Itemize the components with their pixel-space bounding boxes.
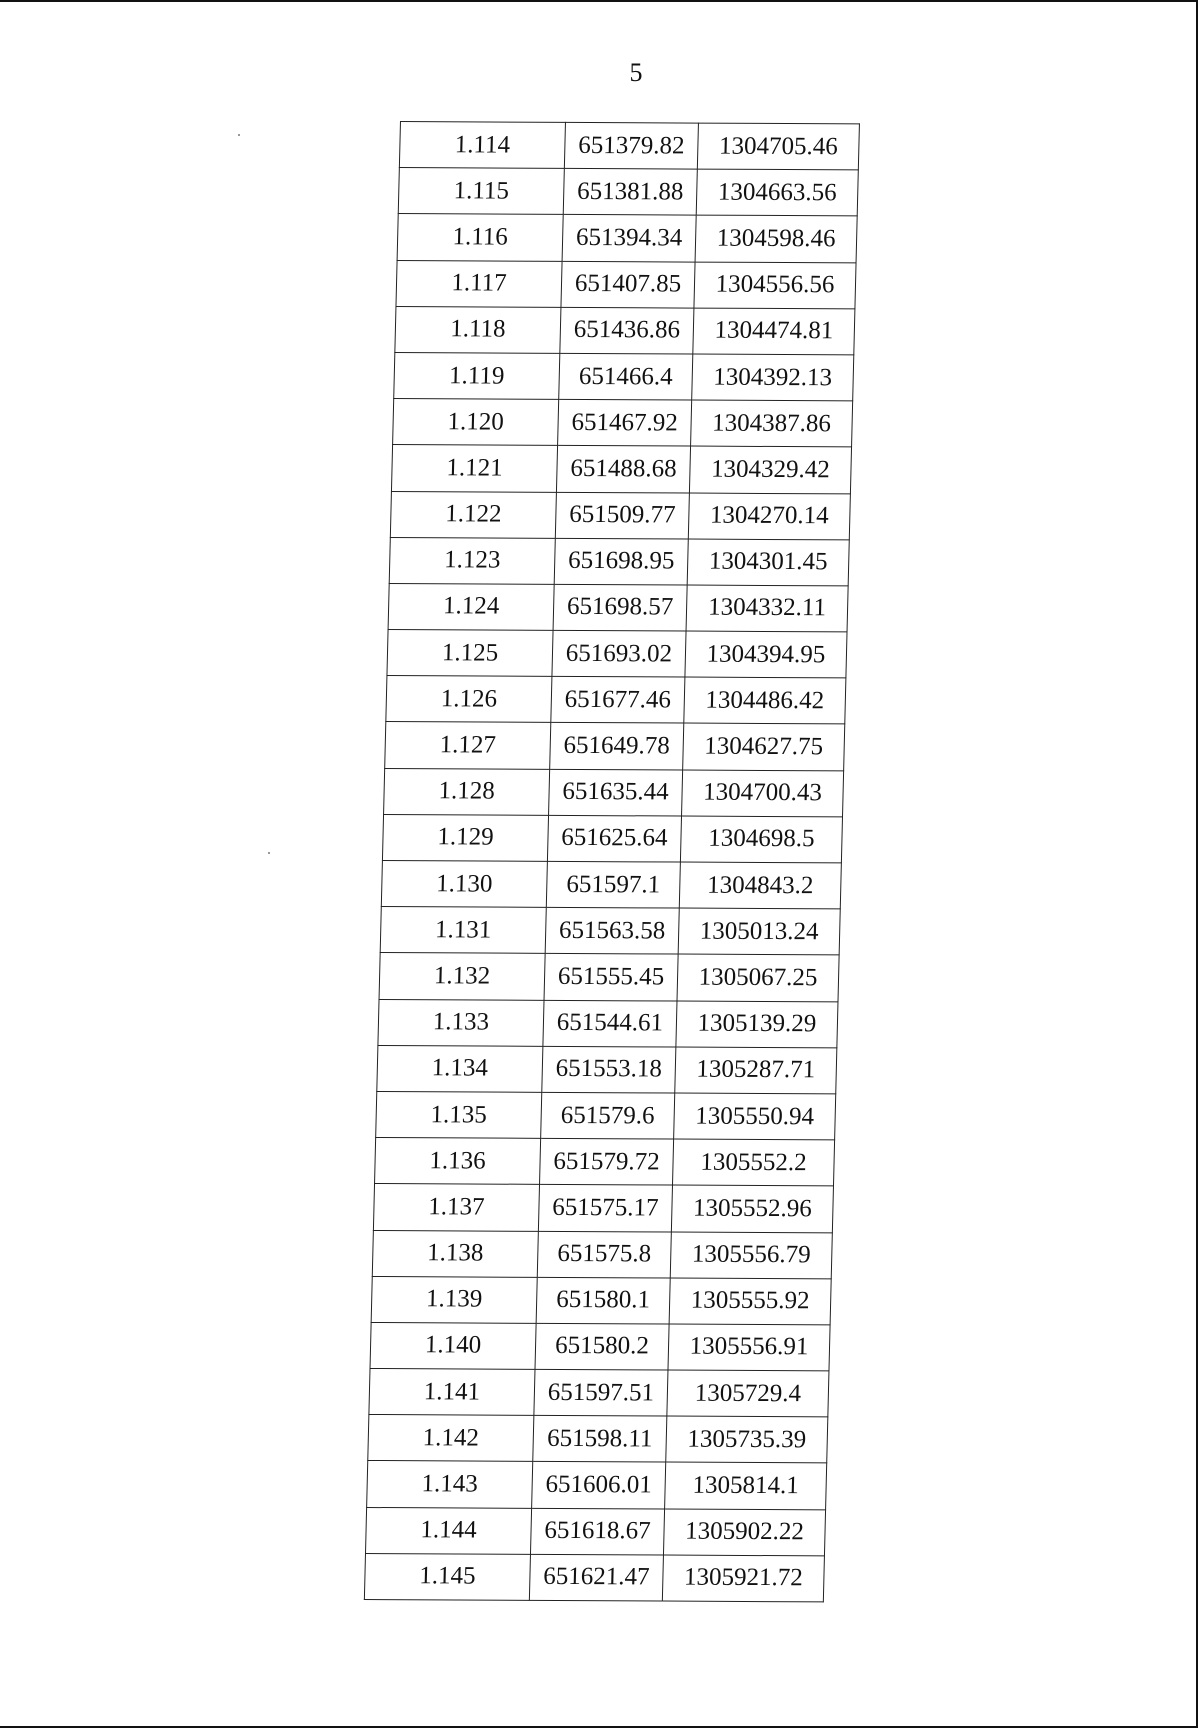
table-row [365,1507,825,1556]
coordinates-table [364,121,860,1602]
point-id-cell: 1.134 [377,1045,543,1092]
point-id-cell: 1.139 [371,1276,537,1323]
point-id-cell: 1.129 [382,814,548,861]
x-coordinate-cell: 651649.78 [550,723,684,770]
x-coordinate-cell: 651466.4 [559,353,693,400]
table-row [377,1045,837,1094]
point-id-cell: 1.144 [365,1507,531,1554]
table-row [370,1322,830,1371]
x-coordinate-cell: 651597.1 [546,861,680,908]
table-row [373,1184,833,1233]
y-coordinate-cell: 1304329.42 [689,446,851,493]
point-id-cell: 1.117 [396,260,562,307]
y-coordinate-cell: 1305552.2 [672,1139,834,1186]
table-row [381,860,841,909]
x-coordinate-cell: 651579.6 [541,1092,675,1139]
table-row [375,1138,835,1187]
point-id-cell: 1.120 [393,399,559,446]
x-coordinate-cell: 651544.61 [543,1000,677,1047]
y-coordinate-cell: 1305555.92 [669,1278,831,1325]
table-row [384,768,844,817]
y-coordinate-cell: 1305556.91 [668,1324,830,1371]
table-row [398,168,858,217]
point-id-cell: 1.143 [367,1461,533,1508]
x-coordinate-cell: 651698.95 [554,538,688,585]
y-coordinate-cell: 1304698.5 [680,816,842,863]
table-row [372,1230,832,1279]
x-coordinate-cell: 651579.72 [540,1138,674,1185]
x-coordinate-cell: 651436.86 [560,307,694,354]
table-row [388,583,848,632]
y-coordinate-cell: 1305550.94 [674,1093,836,1140]
point-id-cell: 1.119 [394,352,560,399]
y-coordinate-cell: 1304843.2 [679,862,841,909]
point-id-cell: 1.124 [388,583,554,630]
scan-speck [238,134,240,136]
page-number: 5 [629,58,643,87]
y-coordinate-cell: 1305287.71 [675,1047,837,1094]
table-row [397,214,857,263]
y-coordinate-cell: 1304700.43 [682,770,844,817]
x-coordinate-cell: 651379.82 [564,122,698,169]
table-row [387,630,847,679]
x-coordinate-cell: 651597.51 [534,1369,668,1416]
x-coordinate-cell: 651580.2 [535,1323,669,1370]
x-coordinate-cell: 651618.67 [530,1508,664,1555]
x-coordinate-cell: 651575.8 [537,1231,671,1278]
point-id-cell: 1.121 [391,445,557,492]
y-coordinate-cell: 1304332.11 [686,585,848,632]
scan-speck [268,852,270,854]
x-coordinate-cell: 651635.44 [549,769,683,816]
coordinates-table-body [364,122,859,1602]
point-id-cell: 1.132 [379,953,545,1000]
table-row [390,491,850,540]
point-id-cell: 1.141 [369,1369,535,1416]
point-id-cell: 1.115 [398,168,564,215]
y-coordinate-cell: 1305067.25 [677,954,839,1001]
y-coordinate-cell: 1304387.86 [691,400,853,447]
y-coordinate-cell: 1305139.29 [676,1001,838,1048]
x-coordinate-cell: 651555.45 [544,954,678,1001]
y-coordinate-cell: 1305729.4 [667,1370,829,1417]
point-id-cell: 1.136 [375,1138,541,1185]
point-id-cell: 1.137 [373,1184,539,1231]
point-id-cell: 1.135 [376,1091,542,1138]
table-row [389,537,849,586]
table-row [364,1553,824,1602]
x-coordinate-cell: 651621.47 [529,1554,663,1601]
x-coordinate-cell: 651698.57 [553,584,687,631]
point-id-cell: 1.125 [387,630,553,677]
table-row [376,1091,836,1140]
y-coordinate-cell: 1305013.24 [678,908,840,955]
table-row [367,1461,827,1510]
x-coordinate-cell: 651677.46 [551,677,685,724]
y-coordinate-cell: 1305556.79 [670,1232,832,1279]
point-id-cell: 1.145 [364,1553,530,1600]
table-row [385,722,845,771]
y-coordinate-cell: 1304627.75 [683,723,845,770]
point-id-cell: 1.133 [378,999,544,1046]
point-id-cell: 1.123 [389,537,555,584]
table-row [371,1276,831,1325]
point-id-cell: 1.126 [386,676,552,723]
table-row [369,1369,829,1418]
y-coordinate-cell: 1305921.72 [662,1555,824,1602]
point-id-cell: 1.128 [384,768,550,815]
y-coordinate-cell: 1304301.45 [687,539,849,586]
table-row [380,907,840,956]
table-row [378,999,838,1048]
y-coordinate-cell: 1305814.1 [665,1462,827,1509]
point-id-cell: 1.140 [370,1322,536,1369]
x-coordinate-cell: 651407.85 [561,261,695,308]
y-coordinate-cell: 1304598.46 [695,215,857,262]
point-id-cell: 1.138 [372,1230,538,1277]
y-coordinate-cell: 1305735.39 [666,1416,828,1463]
y-coordinate-cell: 1304486.42 [684,677,846,724]
table-row [386,676,846,725]
point-id-cell: 1.130 [381,860,547,907]
point-id-cell: 1.127 [385,722,551,769]
y-coordinate-cell: 1304394.95 [685,631,847,678]
y-coordinate-cell: 1304474.81 [693,308,855,355]
x-coordinate-cell: 651381.88 [563,169,697,216]
x-coordinate-cell: 651553.18 [542,1046,676,1093]
y-coordinate-cell: 1304663.56 [696,169,858,216]
x-coordinate-cell: 651563.58 [545,908,679,955]
x-coordinate-cell: 651606.01 [532,1462,666,1509]
table-row [393,399,853,448]
table-row [382,814,842,863]
x-coordinate-cell: 651598.11 [533,1416,667,1463]
x-coordinate-cell: 651625.64 [547,815,681,862]
table-row [394,352,854,401]
point-id-cell: 1.118 [395,306,561,353]
table-row [391,445,851,494]
point-id-cell: 1.114 [399,122,565,169]
y-coordinate-cell: 1304270.14 [688,493,850,540]
x-coordinate-cell: 651467.92 [558,399,692,446]
y-coordinate-cell: 1304556.56 [694,262,856,309]
table-row [399,122,859,171]
table-row [396,260,856,309]
point-id-cell: 1.116 [397,214,563,261]
point-id-cell: 1.122 [390,491,556,538]
y-coordinate-cell: 1305902.22 [663,1509,825,1556]
x-coordinate-cell: 651575.17 [538,1185,672,1232]
table-row [368,1415,828,1464]
y-coordinate-cell: 1304705.46 [697,123,859,170]
x-coordinate-cell: 651488.68 [556,446,690,493]
x-coordinate-cell: 651693.02 [552,630,686,677]
table-row [379,953,839,1002]
point-id-cell: 1.131 [380,907,546,954]
table-row [395,306,855,355]
x-coordinate-cell: 651509.77 [555,492,689,539]
x-coordinate-cell: 651580.1 [536,1277,670,1324]
x-coordinate-cell: 651394.34 [562,215,696,262]
y-coordinate-cell: 1305552.96 [671,1185,833,1232]
point-id-cell: 1.142 [368,1415,534,1462]
y-coordinate-cell: 1304392.13 [692,354,854,401]
